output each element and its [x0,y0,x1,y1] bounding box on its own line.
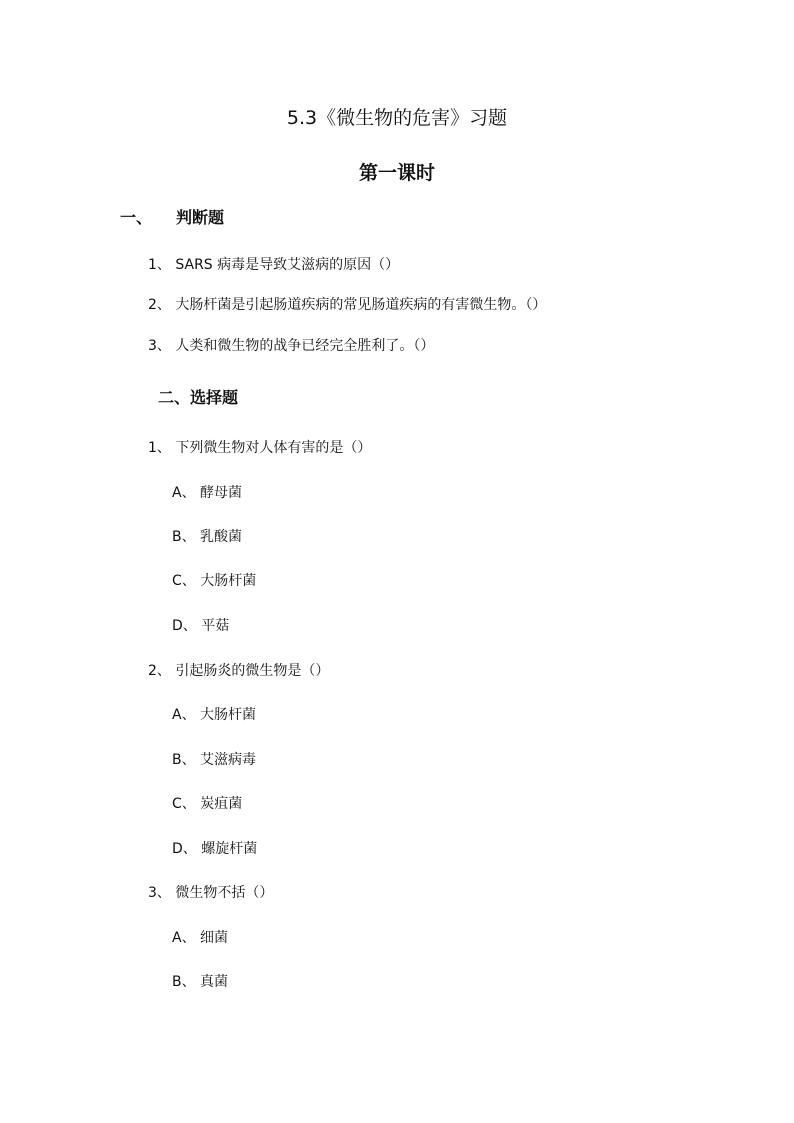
question-2-option-c: C、 炭疽菌 [172,796,243,812]
section-1-title: 判断题 [176,208,225,227]
judgement-item-1: 1、 SARS 病毒是导致艾滋病的原因（） [148,257,400,273]
question-1-stem: 1、 下列微生物对人体有害的是（） [148,440,372,456]
question-3-stem: 3、 微生物不括（） [148,885,274,901]
judgement-item-2: 2、 大肠杆菌是引起肠道疾病的常见肠道疾病的有害微生物。（） [148,297,547,313]
question-1-option-b: B、 乳酸菌 [172,529,243,545]
question-1-option-a: A、 酵母菌 [172,485,243,501]
section-2-heading: 二、选择题 [158,388,239,407]
question-1-option-d: D、 平菇 [172,618,230,634]
question-2-option-b: B、 艾滋病毒 [172,752,257,768]
question-2-stem: 2、 引起肠炎的微生物是（） [148,663,330,679]
section-1-number: 一、 [120,208,153,227]
judgement-item-3: 3、 人类和微生物的战争已经完全胜利了。（） [148,338,435,354]
question-1-option-c: C、 大肠杆菌 [172,573,257,589]
document-subtitle: 第一课时 [358,162,435,184]
question-2-option-a: A、 大肠杆菌 [172,707,257,723]
question-2-option-d: D、 螺旋杆菌 [172,841,258,857]
question-3-option-b: B、 真菌 [172,974,229,990]
question-3-option-a: A、 细菌 [172,930,229,946]
document-title: 5.3《微生物的危害》习题 [286,107,508,129]
section-1-heading [120,208,224,228]
